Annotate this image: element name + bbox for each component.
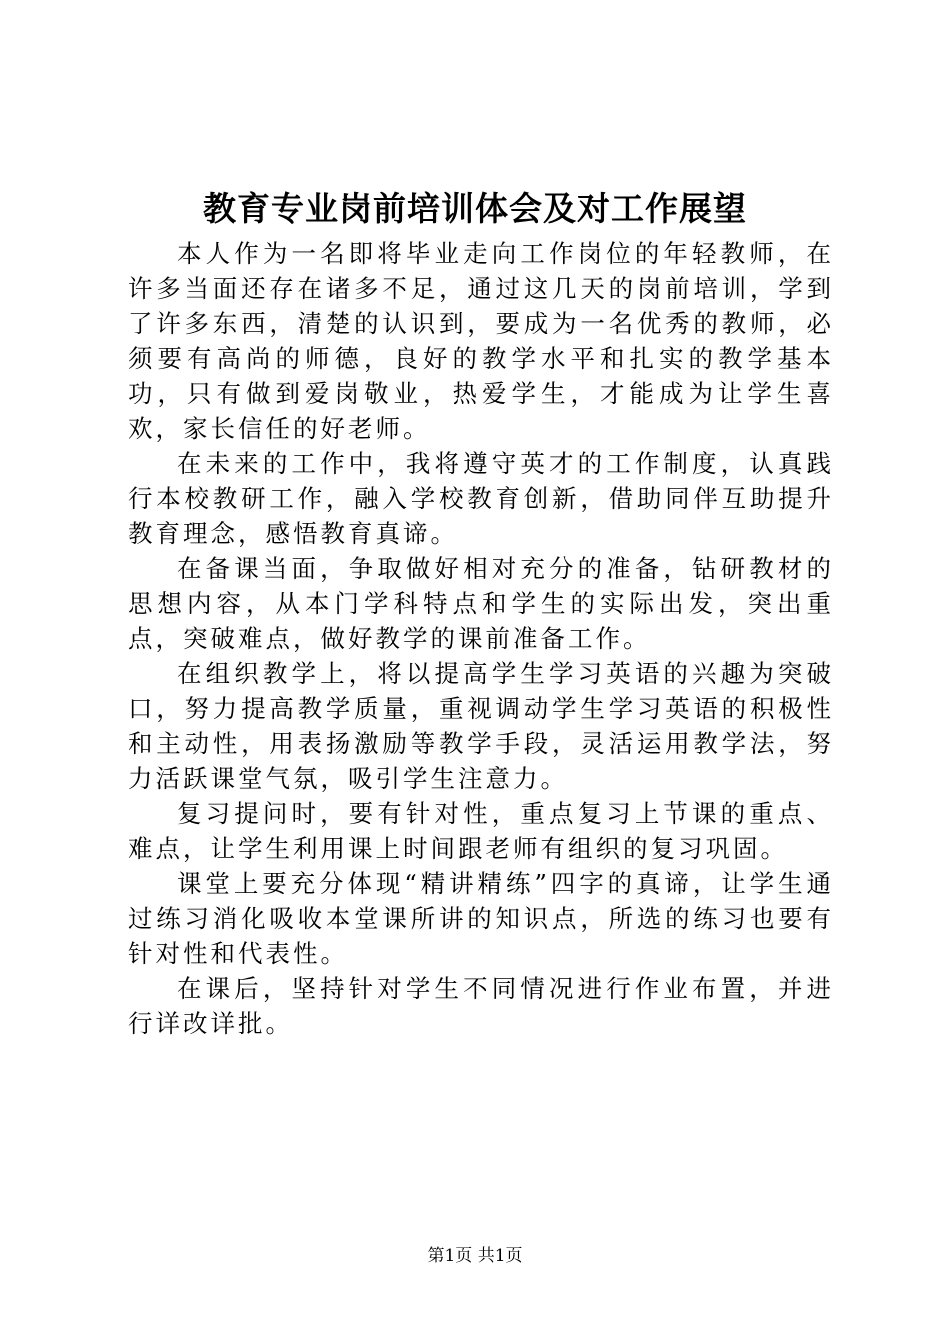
paragraph-5: 复习提问时，要有针对性，重点复习上节课的重点、难点，让学生利用课上时间跟老师有组织的复习巩固。 xyxy=(128,799,834,863)
paragraph-7: 在课后，坚持针对学生不同情况进行作业布置，并进行详改详批。 xyxy=(128,974,834,1038)
paragraph-6: 课堂上要充分体现“精讲精练”四字的真谛，让学生通过练习消化吸收本堂课所讲的知识点，所选的练习也要有针对性和代表性。 xyxy=(128,869,834,968)
document-title: 教育专业岗前培训体会及对工作展望 xyxy=(203,189,747,228)
paragraph-1: 本人作为一名即将毕业走向工作岗位的年轻教师，在许多当面还存在诸多不足，通过这几天的岗前培训，学到了许多东西，清楚的认识到，要成为一名优秀的教师，必须要有高尚的师德，良好的教学水平和扎实的教学基本功，只有做到爱岗敬业，热爱学生，才能成为让学生喜欢，家长信任的好老师。 xyxy=(128,239,834,443)
paragraph-3: 在备课当面，争取做好相对充分的准备，钻研教材的思想内容，从本门学科特点和学生的实际出发，突出重点，突破难点，做好教学的课前准备工作。 xyxy=(128,554,834,653)
document-body xyxy=(128,236,834,1041)
paragraph-4: 在组织教学上，将以提高学生学习英语的兴趣为突破口，努力提高教学质量，重视调动学生学习英语的积极性和主动性，用表扬激励等教学手段，灵活运用教学法，努力活跃课堂气氛，吸引学生注意力。 xyxy=(128,659,834,793)
paragraph-2: 在未来的工作中，我将遵守英才的工作制度，认真践行本校教研工作，融入学校教育创新，借助同伴互助提升教育理念，感悟教育真谛。 xyxy=(128,449,834,548)
page-footer: 第1页 共1页 xyxy=(427,1246,523,1266)
